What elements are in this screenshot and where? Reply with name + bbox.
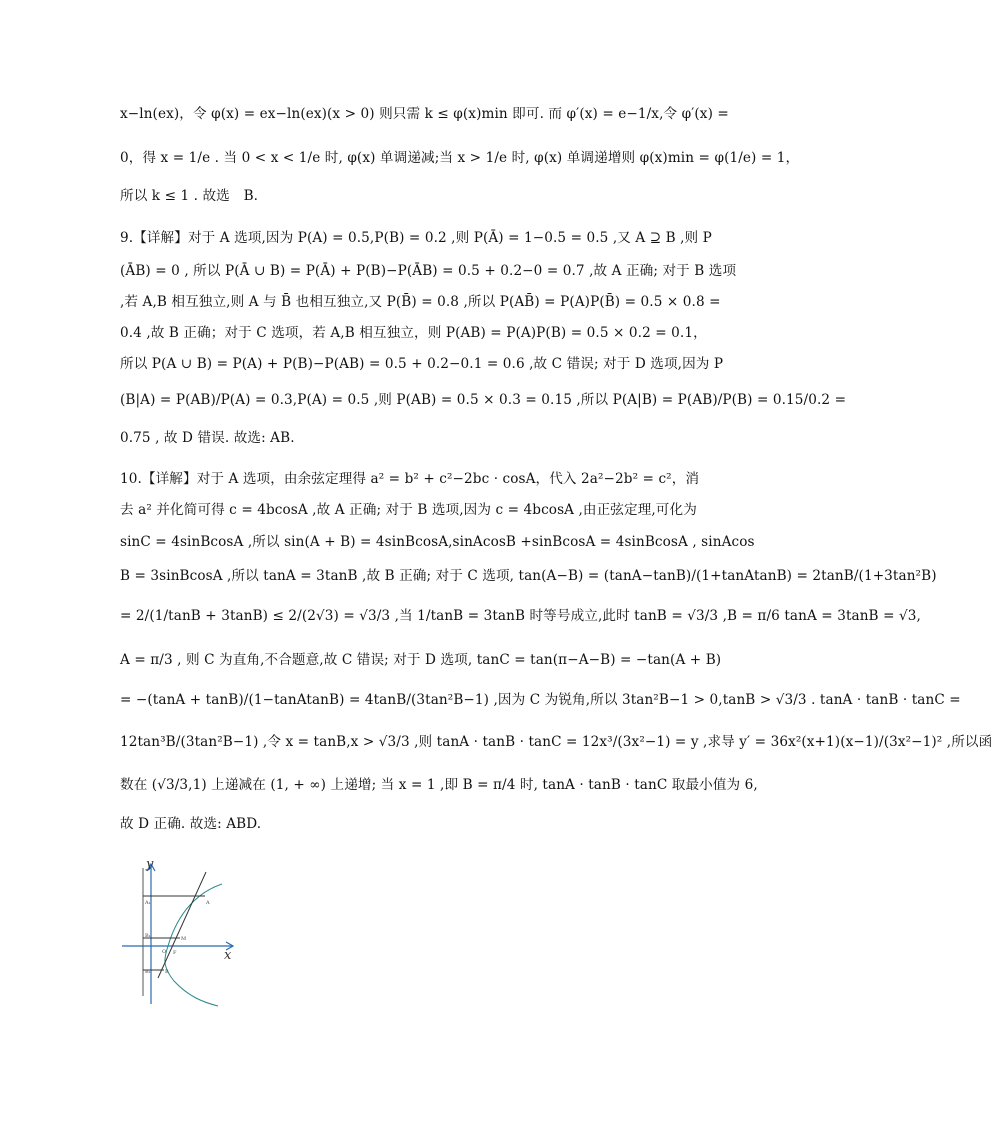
line-19: 数在 (√3/3,1) 上递减在 (1, + ∞) 上递增; 当 x = 1 ,即 B = π/4 时, tanA · tanB · tanC 取最小值为 6, [120, 777, 758, 793]
label-O: O [162, 949, 167, 955]
line-15: = 2/(1/tanB + 3tanB) ≤ 2/(2√3) = √3/3 ,当 1/tanB = 3tanB 时等号成立,此时 tanB = √3/3 ,B = π/6 tanA = 3tanB = √3, [120, 608, 921, 624]
line-13: sinC = 4sinBcosA ,所以 sin(A + B) = 4sinBcosA,sinAcosB +sinBcosA = 4sinBcosA , sinAcos [120, 534, 755, 550]
line-9: (B|A) = P(AB)/P(A) = 0.3,P(A) = 0.5 ,则 P(AB) = 0.5 × 0.3 = 0.15 ,所以 P(A|B) = P(AB)/P(B) = 0.15/0.2 = [120, 392, 847, 408]
line-12: 去 a² 并化简可得 c = 4bcosA ,故 A 正确; 对于 B 选项,因为 c = 4bcosA ,由正弦定理,可化为 [120, 502, 697, 518]
line-8: 所以 P(A ∪ B) = P(A) + P(B)−P(AB) = 0.5 + 0.2−0.1 = 0.6 ,故 C 错误; 对于 D 选项,因为 P [120, 356, 724, 372]
parabola-figure [118, 856, 248, 1006]
label-B: B [165, 969, 169, 975]
line-16: A = π/3 , 则 C 为直角,不合题意,故 C 错误; 对于 D 选项, tanC = tan(π−A−B) = −tan(A + B) [120, 652, 722, 668]
line-20: 故 D 正确. 故选: ABD. [120, 816, 262, 832]
label-B1-lower: B₁ [145, 969, 151, 975]
line-7: 0.4 ,故 B 正确；对于 C 选项，若 A,B 相互独立，则 P(AB) = P(A)P(B) = 0.5 × 0.2 = 0.1， [120, 325, 707, 341]
label-B1-upper: B₁ [145, 933, 151, 939]
label-M: M [181, 936, 187, 942]
focal-chord [158, 872, 206, 978]
label-A1: A₁ [145, 900, 151, 906]
line-18: 12tan³B/(3tan²B−1) ,令 x = tanB,x > √3/3 ,则 tanA · tanB · tanC = 12x³/(3x²−1) = y ,求导 y′ = 36x²(x+1)(x−1)/(3x²−1)² ,所以函 [120, 734, 992, 750]
label-F: F [173, 950, 177, 956]
line-11: 10.【详解】对于 A 选项，由余弦定理得 a² = b² + c²−2bc · cosA，代入 2a²−2b² = c²，消 [120, 471, 700, 487]
label-A: A [206, 900, 210, 906]
line-3: 所以 k ≤ 1 . 故选 B. [120, 188, 259, 204]
line-14: B = 3sinBcosA ,所以 tanA = 3tanB ,故 B 正确; 对于 C 选项, tan(A−B) = (tanA−tanB)/(1+tanAtanB) = 2tanB/(1+3tan²B) [120, 568, 937, 584]
line-5: (ĀB) = 0 , 所以 P(Ā ∪ B) = P(Ā) + P(B)−P(ĀB) = 0.5 + 0.2−0 = 0.7 ,故 A 正确; 对于 B 选项 [120, 263, 737, 279]
line-4: 9.【详解】对于 A 选项,因为 P(A) = 0.5,P(B) = 0.2 ,则 P(Ā) = 1−0.5 = 0.5 ,又 A ⊇ B ,则 P [120, 230, 712, 246]
line-2: 0，得 x = 1/e . 当 0 < x < 1/e 时, φ(x) 单调递减;当 x > 1/e 时, φ(x) 单调递增则 φ(x)min = φ(1/e) = 1， [120, 150, 800, 166]
line-6: ,若 A,B 相互独立,则 A 与 B̄ 也相互独立,又 P(B̄) = 0.8 ,所以 P(AB̄) = P(A)P(B̄) = 0.5 × 0.8 = [120, 294, 721, 310]
y-axis-label: y [146, 857, 154, 872]
line-1: x−ln(ex)，令 φ(x) = ex−ln(ex)(x > 0) 则只需 k ≤ φ(x)min 即可. 而 φ′(x) = e−1/x,令 φ′(x) = [120, 106, 729, 122]
line-10: 0.75 , 故 D 错误. 故选: AB. [120, 430, 295, 446]
x-axis-label: x [224, 948, 232, 963]
line-17: = −(tanA + tanB)/(1−tanAtanB) = 4tanB/(3tan²B−1) ,因为 C 为锐角,所以 3tan²B−1 > 0,tanB > √3/3 . tanA · tanB · tanC = [120, 692, 961, 708]
